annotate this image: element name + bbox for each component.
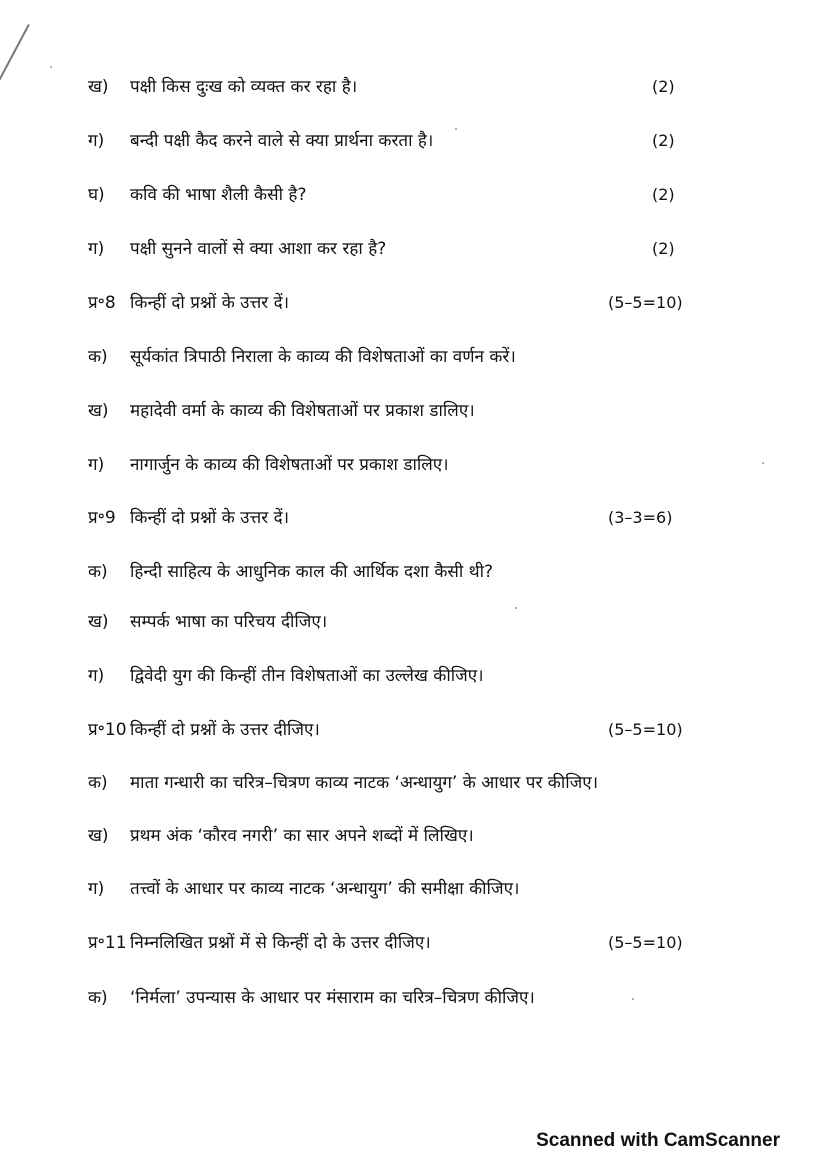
question-text: कवि की भाषा शैली कैसी है? [130, 185, 307, 205]
question-line [0, 557, 826, 587]
question-text: तत्त्वों के आधार पर काव्य नाटक ‘अन्धायुग’ की समीक्षा कीजिए। [130, 879, 520, 899]
marks-allocation: (2) [652, 131, 675, 150]
marks-allocation: (2) [652, 239, 675, 258]
question-line [0, 126, 826, 156]
question-number: ग) [88, 879, 105, 899]
question-number: क) [88, 347, 108, 367]
question-number: ख) [88, 612, 109, 632]
marks-allocation: (3–3=6) [608, 508, 673, 527]
question-number: क) [88, 773, 108, 793]
marks-allocation: (5–5=10) [608, 933, 683, 952]
question-line [0, 768, 826, 798]
question-line [0, 821, 826, 851]
question-number: प्र॰9 [88, 508, 116, 528]
question-number: प्र॰8 [88, 293, 116, 313]
question-line [0, 342, 826, 372]
question-text: सम्पर्क भाषा का परिचय दीजिए। [130, 612, 328, 632]
question-text: किन्हीं दो प्रश्नों के उत्तर दें। [130, 508, 290, 528]
question-number: ख) [88, 77, 109, 97]
marks-allocation: (2) [652, 185, 675, 204]
question-number: क) [88, 988, 108, 1008]
question-text: किन्हीं दो प्रश्नों के उत्तर दीजिए। [130, 720, 320, 740]
question-number: घ) [88, 185, 105, 205]
question-text: ‘निर्मला’ उपन्यास के आधार पर मंसाराम का चरित्र–चित्रण कीजिए। [130, 988, 535, 1008]
question-text: पक्षी किस दुःख को व्यक्त कर रहा है। [130, 77, 358, 97]
scan-artifact-dot [50, 66, 52, 68]
question-number: ग) [88, 131, 105, 151]
marks-allocation: (2) [652, 77, 675, 96]
question-line [0, 396, 826, 426]
question-number: प्र॰11 [88, 933, 127, 953]
camscanner-watermark: Scanned with CamScanner [536, 1130, 780, 1151]
question-line [0, 503, 826, 533]
question-text: निम्नलिखित प्रश्नों में से किन्हीं दो के उत्तर दीजिए। [130, 933, 431, 953]
question-number: ग) [88, 666, 105, 686]
question-line [0, 983, 826, 1013]
question-line [0, 72, 826, 102]
question-text: सूर्यकांत त्रिपाठी निराला के काव्य की विशेषताओं का वर्णन करें। [130, 347, 516, 367]
question-line [0, 928, 826, 958]
question-text: द्विवेदी युग की किन्हीं तीन विशेषताओं का उल्लेख कीजिए। [130, 666, 484, 686]
question-line [0, 180, 826, 210]
question-text: बन्दी पक्षी कैद करने वाले से क्या प्रार्थना करता है। [130, 131, 434, 151]
question-text: प्रथम अंक ‘कौरव नगरी’ का सार अपने शब्दों में लिखिए। [130, 826, 474, 846]
marks-allocation: (5–5=10) [608, 720, 683, 739]
question-line [0, 607, 826, 637]
question-line [0, 715, 826, 745]
question-line [0, 288, 826, 318]
question-number: ख) [88, 401, 109, 421]
question-line [0, 661, 826, 691]
question-number: ख) [88, 826, 109, 846]
question-text: महादेवी वर्मा के काव्य की विशेषताओं पर प्रकाश डालिए। [130, 401, 475, 421]
question-number: ग) [88, 239, 105, 259]
question-number: ग) [88, 455, 105, 475]
question-text: पक्षी सुनने वालों से क्या आशा कर रहा है? [130, 239, 387, 259]
question-text: माता गन्धारी का चरित्र–चित्रण काव्य नाटक ‘अन्धायुग’ के आधार पर कीजिए। [130, 773, 599, 793]
question-line [0, 874, 826, 904]
question-line [0, 234, 826, 264]
question-number: क) [88, 562, 108, 582]
question-text: हिन्दी साहित्य के आधुनिक काल की आर्थिक दशा कैसी थी? [130, 562, 494, 582]
marks-allocation: (5–5=10) [608, 293, 683, 312]
question-text: किन्हीं दो प्रश्नों के उत्तर दें। [130, 293, 290, 313]
question-line [0, 450, 826, 480]
question-number: प्र॰10 [88, 720, 127, 740]
question-text: नागार्जुन के काव्य की विशेषताओं पर प्रकाश डालिए। [130, 455, 449, 475]
